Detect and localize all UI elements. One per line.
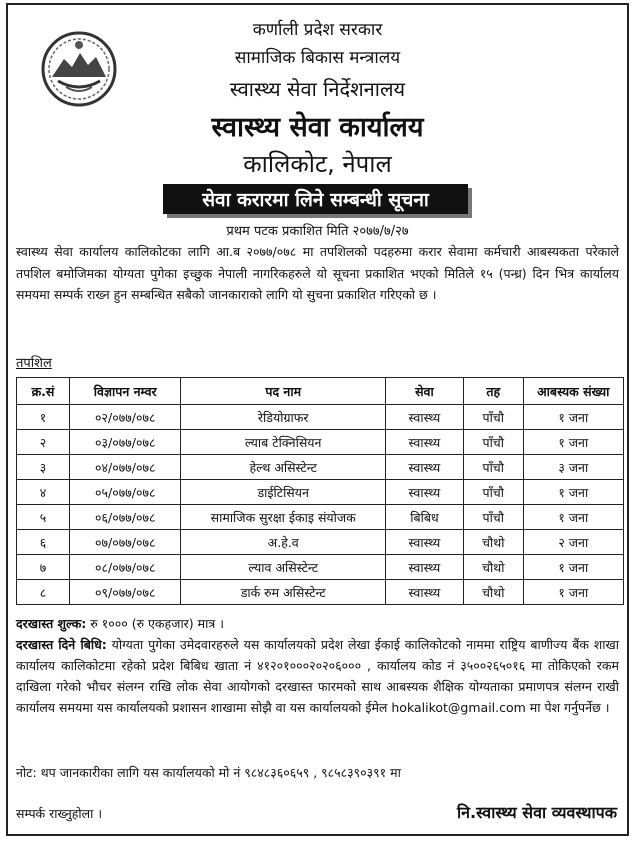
cell-advert-no: ०९/०७७/०७८ [69, 580, 181, 605]
cell-count: २ जना [523, 530, 623, 555]
cell-serial: २ [17, 430, 70, 455]
table-header-row [17, 378, 624, 405]
signatory-title: नि.स्वास्थ्य सेवा व्यवस्थापक [456, 803, 617, 822]
cell-advert-no: ०६/०७७/०७८ [69, 505, 181, 530]
application-method [16, 634, 619, 718]
cell-level: चौथो [463, 555, 523, 580]
table-row [17, 480, 624, 505]
contact-line: सम्पर्क राख्नुहोला । [16, 806, 103, 821]
cell-serial: ८ [17, 580, 70, 605]
table-row [17, 405, 624, 430]
header-service: सेवा [385, 378, 463, 405]
cell-post-name: अ.हे.व [181, 530, 385, 555]
table-row [17, 505, 624, 530]
notice-page [6, 3, 629, 836]
cell-serial: ३ [17, 455, 70, 480]
cell-count: १ जना [523, 505, 623, 530]
cell-service: स्वास्थ्य [385, 480, 463, 505]
cell-serial: १ [17, 405, 70, 430]
method-text: योग्यता पुगेका उमेदवारहरुले यस कार्यालयको प्रदेश लेखा ईकाई कालिकोटको नाममा राष्ट्रिय बाणीज्य बैंक शाखा कार्यालय कालिकोटमा रहेको प्रदेश बिबिध खाता नं ४१२०१०००२०२०६००० , कार्यालय कोड नं ३५००२६५०१६ मा तोकिएको रकम दाखिला गरेको भौचर संलग्न राखि लोक सेवा आयोगको दरखास्त फारमको साथ आबस्यक शैक्षिक योग्यताका प्रमाणपत्र संलग्न राखी कार्यालय समयमा यस कार्यालयको प्रशासन शाखामा सोझै वा यस कार्यालयको ईमेल hokalikot@gmail.com मा पेश गर्नुपर्नेछ । [16, 637, 620, 715]
cell-level: चौथो [463, 580, 523, 605]
cell-service: स्वास्थ्य [385, 455, 463, 480]
table-row [17, 530, 624, 555]
intro-paragraph: स्वास्थ्य सेवा कार्यालय कालिकोटका लागि आ.ब २०७७/०७८ मा तपशिलको पदहरुमा करार सेवामा कर्मचारी आबस्यकता परेकाले तपशिल बमोजिमका योग्यता पुगेका इच्छुक नेपाली नागरिकहरुले यो सूचना प्रकाशित भएको मितिले १५ (पन्ध्र) दिन भित्र कार्यालय समयमा सम्पर्क राख्न हुन सम्बन्धित सबैको जानकाराको लागि यो सुचना प्रकाशित गरिएको छ । [16, 244, 619, 302]
header-advert-no: विज्ञापन नम्वर [69, 378, 181, 405]
application-fee [16, 615, 224, 632]
cell-post-name: ल्याव असिस्टेन्ट [181, 555, 385, 580]
fee-label: दरखास्त शुल्क: [16, 616, 87, 631]
cell-service: स्वास्थ्य [385, 405, 463, 430]
cell-service: बिबिध [385, 505, 463, 530]
cell-serial: ७ [17, 555, 70, 580]
vacancy-table [16, 377, 624, 605]
cell-service: स्वास्थ्य [385, 530, 463, 555]
cell-post-name: ल्याब टेक्निसियन [181, 430, 385, 455]
header-serial: क्र.सं [17, 378, 70, 405]
cell-count: १ जना [523, 555, 623, 580]
cell-advert-no: ०५/०७७/०७८ [69, 480, 181, 505]
cell-serial: ४ [17, 480, 70, 505]
cell-serial: ५ [17, 505, 70, 530]
cell-count: १ जना [523, 430, 623, 455]
cell-level: पाँचौ [463, 480, 523, 505]
publication-date: प्रथम पटक प्रकाशित मिति २०७७/७/२७ [226, 224, 409, 239]
ministry-name: सामाजिक बिकास मन्त्रालय [234, 48, 401, 68]
cell-advert-no: ०२/०७७/०७८ [69, 405, 181, 430]
table-row [17, 430, 624, 455]
cell-level: पाँचौ [463, 455, 523, 480]
cell-count: ३ जना [523, 455, 623, 480]
cell-level: पाँचौ [463, 405, 523, 430]
cell-level: पाँचौ [463, 430, 523, 455]
cell-advert-no: ०७/०७७/०७८ [69, 530, 181, 555]
cell-level: चौथो [463, 530, 523, 555]
table-title: तपशिल [16, 356, 52, 371]
cell-service: स्वास्थ्य [385, 555, 463, 580]
cell-count: १ जना [523, 580, 623, 605]
cell-serial: ६ [17, 530, 70, 555]
cell-post-name: डार्क रुम असिस्टेन्ट [181, 580, 385, 605]
cell-post-name: डाईटिसियन [181, 480, 385, 505]
cell-service: स्वास्थ्य [385, 580, 463, 605]
cell-advert-no: ०८/०७७/०७८ [69, 555, 181, 580]
notice-title-banner: सेवा करारमा लिने सम्बन्धी सूचना [163, 184, 468, 214]
office-name: स्वास्थ्य सेवा कार्यालय [211, 112, 424, 143]
cell-post-name: रेडियोग्राफर [181, 405, 385, 430]
cell-advert-no: ०४/०७७/०७८ [69, 455, 181, 480]
cell-advert-no: ०३/०७७/०७८ [69, 430, 181, 455]
cell-post-name: सामाजिक सुरक्षा ईकाइ संयोजक [181, 505, 385, 530]
directorate-name: स्वास्थ्य सेवा निर्देशनालय [229, 77, 406, 101]
contact-note: नोट: थप जानकारीका लागि यस कार्यालयको मो नं ९८४८३६०६५९ , ९८५८३९०३९१ मा [16, 765, 401, 780]
government-name: कर्णाली प्रदेश सरकार [252, 20, 383, 40]
table-row [17, 555, 624, 580]
header-post-name: पद नाम [181, 378, 385, 405]
fee-text: रु १००० (रु एकहजार) मात्र । [86, 616, 224, 631]
cell-post-name: हेल्थ असिस्टेन्ट [181, 455, 385, 480]
cell-service: स्वास्थ्य [385, 430, 463, 455]
method-label: दरखास्त दिने बिधि: [16, 637, 107, 652]
cell-count: १ जना [523, 405, 623, 430]
cell-level: पाँचौ [463, 505, 523, 530]
table-row [17, 455, 624, 480]
cell-count: १ जना [523, 480, 623, 505]
header-count: आबस्यक संख्या [523, 378, 623, 405]
table-row [17, 580, 624, 605]
header-level: तह [463, 378, 523, 405]
office-location: कालिकोट, नेपाल [243, 150, 392, 178]
